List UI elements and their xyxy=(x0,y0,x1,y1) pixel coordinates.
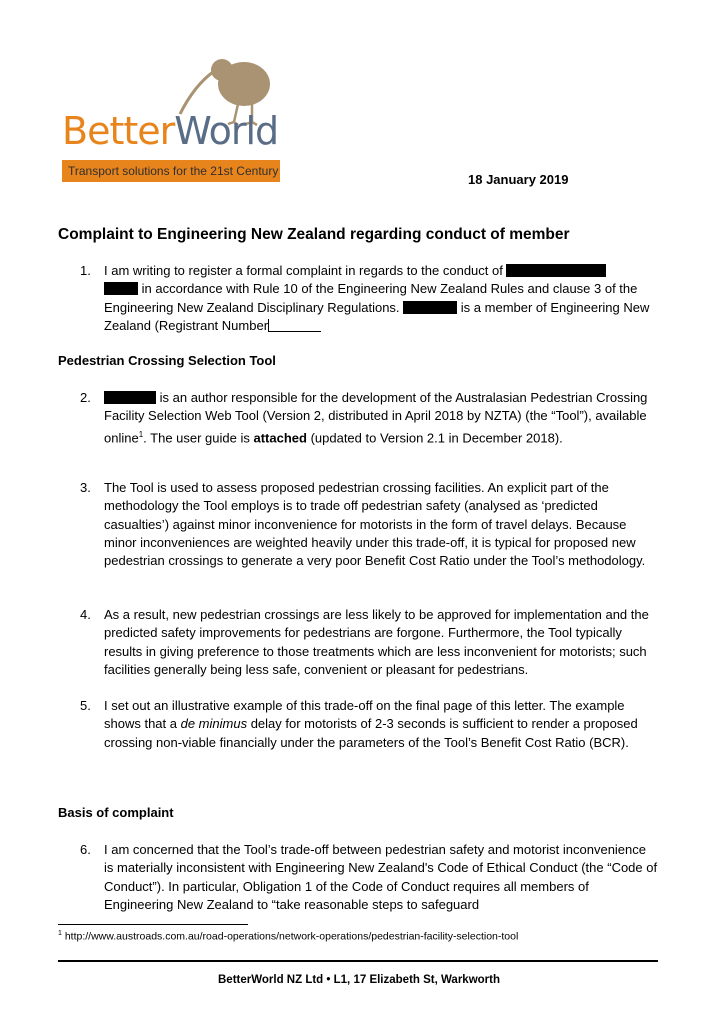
paragraph-number: 2. xyxy=(80,390,91,405)
paragraph-italic: de minimus xyxy=(180,716,248,732)
brand-wordmark: BetterWorld xyxy=(62,109,279,153)
paragraph-text: I am writing to register a formal complaint in regards to the conduct of xyxy=(104,263,503,278)
paragraph-number: 5. xyxy=(80,698,91,713)
paragraph-text: (updated to Version 2.1 in December 2018). xyxy=(306,429,563,445)
paragraph-1 xyxy=(80,262,658,335)
paragraph-6 xyxy=(80,841,658,914)
redacted-name xyxy=(104,282,138,295)
paragraph-2 xyxy=(80,389,658,447)
paragraph-text: is an author responsible for the development of the Australasian Pedestrian Crossing Facility Selection Web Tool (Version 2, distributed in April 2018 by NZTA) (the “Tool”), available online xyxy=(104,390,648,445)
section-heading-basis: Basis of complaint xyxy=(58,805,174,820)
redacted-name xyxy=(104,391,156,404)
redacted-name xyxy=(403,301,457,314)
paragraph-number: 4. xyxy=(80,607,91,622)
paragraph-3 xyxy=(80,479,658,570)
paragraph-text: is a member of Engineering New Zealand (Registrant Number xyxy=(104,299,650,333)
footnote xyxy=(58,930,518,943)
paragraph-text: The Tool is used to assess proposed pedestrian crossing facilities. An explicit part of the methodology the Tool employs is to trade off pedestrian safety (analysed as ‘predicted casualties’) against minor inconvenience for motorists in the form of travel delays. Because minor inconveniences are weighted heavily under this trade-off, it is typical for proposed new pedestrian crossings to generate a very poor Benefit Cost Ratio under the Tool’s methodology. xyxy=(104,480,646,569)
brand-tagline: Transport solutions for the 21st Century xyxy=(62,160,280,182)
footnote-divider xyxy=(58,924,248,925)
paragraph-5 xyxy=(80,697,658,752)
paragraph-text: . The user guide is xyxy=(143,429,254,445)
redacted-registrant-number xyxy=(269,319,321,332)
footer-company: BetterWorld NZ Ltd xyxy=(218,974,324,986)
paragraph-text: in accordance with Rule 10 of the Engineering New Zealand Rules and clause 3 of the Engineering New Zealand Disciplinary Regulations. xyxy=(104,281,638,315)
paragraph-number: 6. xyxy=(80,842,91,857)
paragraph-bold: attached xyxy=(253,429,307,445)
letter-footer xyxy=(0,974,718,986)
section-heading-tool: Pedestrian Crossing Selection Tool xyxy=(58,353,276,368)
footnote-ref: 1 xyxy=(138,429,144,439)
paragraph-text: As a result, new pedestrian crossings are less likely to be approved for implementation and the predicted safety improvements for pedestrians are forgone. Furthermore, the Tool typically results in giving preference to those treatments which are less inconvenient for motorists; such facilities generally being less safe, convenient or pleasant for pedestrians. xyxy=(104,607,649,677)
footer-address: L1, 17 Elizabeth St, Warkworth xyxy=(333,974,500,986)
paragraph-text: I am concerned that the Tool’s trade-off between pedestrian safety and motorist inconvenience is materially inconsistent with Engineering New Zealand's Code of Ethical Conduct (the “Code of Conduct”). In particular, Obligation 1 of the Code of Conduct requires all members of Engineering New Zealand to “take reasonable steps to safeguard xyxy=(104,842,658,912)
letter-date: 18 January 2019 xyxy=(468,172,569,187)
footnote-number: 1 xyxy=(58,930,62,937)
paragraph-text: I set out an illustrative example of this trade-off on the final page of this letter. The example shows that a xyxy=(104,698,625,732)
redacted-name xyxy=(506,264,606,277)
betterworld-logo xyxy=(62,48,292,188)
letter-title: Complaint to Engineering New Zealand regarding conduct of member xyxy=(58,226,570,243)
footer-separator: • xyxy=(326,974,331,986)
paragraph-number: 1. xyxy=(80,263,91,278)
paragraph-text: delay for motorists of 2-3 seconds is sufficient to render a proposed crossing non-viable financially under the parameters of the Tool’s Benefit Cost Ratio (BCR). xyxy=(104,716,638,750)
paragraph-number: 3. xyxy=(80,480,91,495)
paragraph-4 xyxy=(80,606,658,679)
footer-divider xyxy=(58,960,658,962)
footnote-link[interactable]: http://www.austroads.com.au/road-operations/network-operations/pedestrian-facility-selection-tool xyxy=(64,930,519,943)
